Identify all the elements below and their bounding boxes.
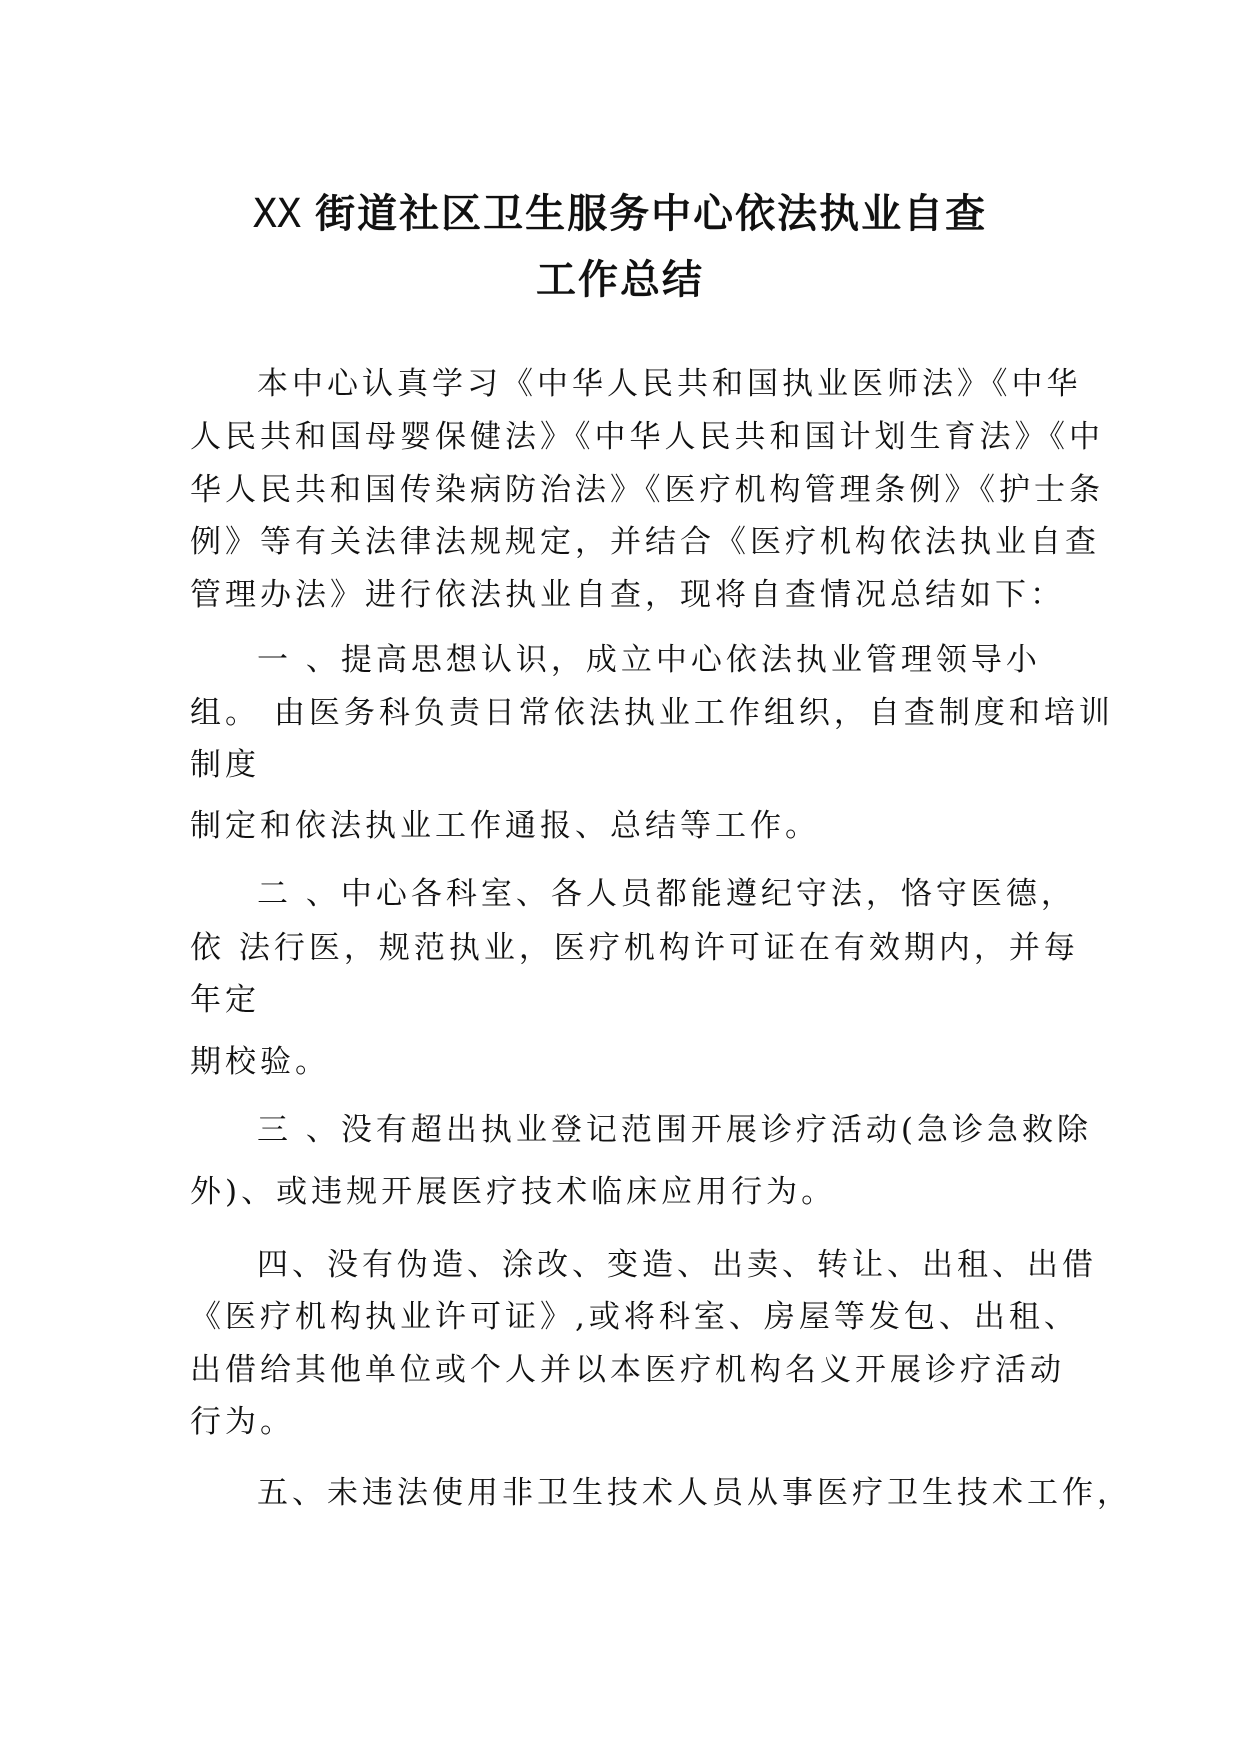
paragraph-line: 期校验。 xyxy=(190,1044,330,1080)
title-prefix: XX xyxy=(252,191,302,237)
paragraph-line: 制度 xyxy=(190,747,260,783)
paragraph-line: 人民共和国母婴保健法》《中华人民共和国计划生育法》《中 xyxy=(190,419,1104,455)
paragraph-line: 《医疗机构执业许可证》,或将科室、房屋等发包、出租、 xyxy=(190,1299,1079,1335)
paragraph-line: 外)、或违规开展医疗技术临床应用行为。 xyxy=(190,1174,837,1210)
paragraph-line: 出借给其他单位或个人并以本医疗机构名义开展诊疗活动 xyxy=(190,1352,1065,1388)
section-heading-line: 一 、提高思想认识，成立中心依法执业管理领导小 xyxy=(257,642,1041,678)
section-heading-line: 二 、中心各科室、各人员都能遵纪守法，恪守医德， xyxy=(257,876,1076,912)
paragraph-line: 制定和依法执业工作通报、总结等工作。 xyxy=(190,808,820,844)
paragraph-line: 依 法行医，规范执业，医疗机构许可证在有效期内，并每 xyxy=(190,930,1079,966)
section-heading-line: 三 、没有超出执业登记范围开展诊疗活动(急诊急救除 xyxy=(257,1112,1092,1148)
section-heading-line: 四、没有伪造、涂改、变造、出卖、转让、出租、出借 xyxy=(257,1247,1097,1283)
document-title-line-2: 工作总结 xyxy=(536,257,704,303)
paragraph-line: 本中心认真学习《中华人民共和国执业医师法》《中华 xyxy=(257,366,1082,402)
paragraph-line: 例》等有关法律法规规定，并结合《医疗机构依法执业自查 xyxy=(190,524,1100,560)
document-title-line-1 xyxy=(0,182,1240,239)
title-text: 街道社区卫生服务中心依法执业自查 xyxy=(315,191,988,237)
paragraph-line: 管理办法》进行依法执业自查，现将自查情况总结如下： xyxy=(190,577,1065,613)
paragraph-line: 行为。 xyxy=(190,1404,295,1440)
paragraph-line: 华人民共和国传染病防治法》《医疗机构管理条例》《护士条 xyxy=(190,472,1104,508)
paragraph-line: 年定 xyxy=(190,982,260,1018)
paragraph-line: 组。 由医务科负责日常依法执业工作组织，自查制度和培训 xyxy=(190,695,1114,731)
section-heading-line: 五、未违法使用非卫生技术人员从事医疗卫生技术工作， xyxy=(257,1475,1132,1511)
